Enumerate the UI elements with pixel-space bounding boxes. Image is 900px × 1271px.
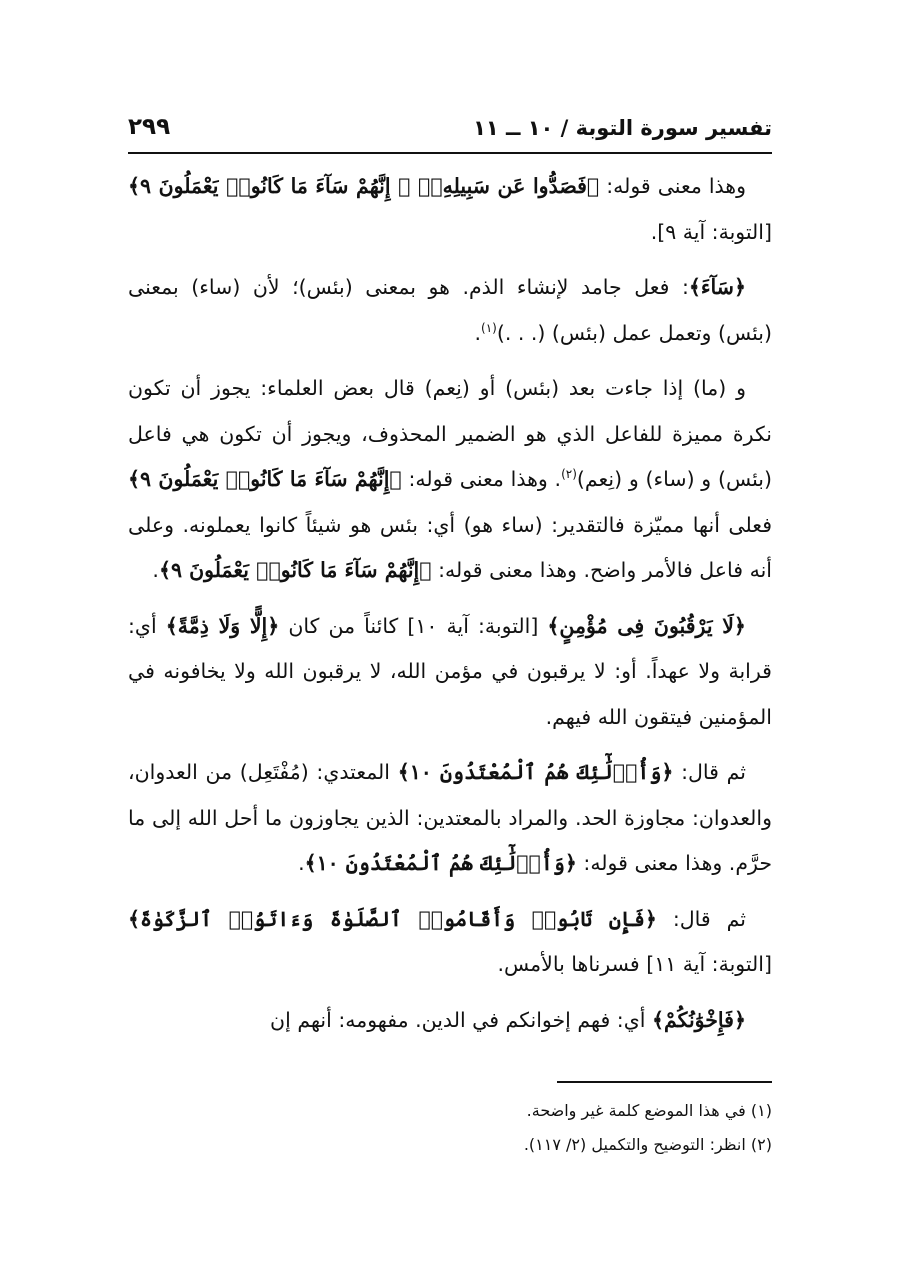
quran-verse: ﴿إِنَّهُمْ سَآءَ مَا كَانُوا۟ يَعْمَلُونَ ٩﴾ [128, 467, 402, 491]
quran-verse: ﴿فَإِن تَابُوا۟ وَأَقَامُوا۟ ٱلصَّلَوٰةَ وَءَاتَوُا۟ ٱلزَّكَوٰةَ﴾ [128, 906, 657, 931]
page-header [128, 112, 772, 154]
footnote-number: (٢) [750, 1135, 772, 1154]
quran-verse: ﴿إِنَّهُمْ سَآءَ مَا كَانُوا۟ يَعْمَلُونَ ٩﴾ [158, 558, 432, 582]
quran-verse: ﴿لَا يَرْقُبُونَ فِى مُؤْمِنٍ﴾ [547, 613, 746, 638]
footnote-ref[interactable]: (١) [481, 320, 497, 335]
quran-verse: ﴿وَأُو۟لَٰٓئِكَ هُمُ ٱلْمُعْتَدُونَ ١٠﴾ [304, 851, 577, 875]
footnote-separator [557, 1081, 772, 1083]
quran-verse: ﴿فَإِخْوَٰنُكُمْ﴾ [651, 1007, 746, 1032]
footnote-text: في هذا الموضع كلمة غير واضحة. [526, 1101, 746, 1120]
paragraph-5: ثم قال: ﴿وَأُو۟لَٰٓئِكَ هُمُ ٱلْمُعْتَدُونَ ١٠﴾ المعتدي: (مُفْتَعِل) من العدوان، والعدوان: مجاوزة الحد. والمراد بالمعتدين: الذين يجاوزون ما أحل الله إلى ما حرَّم. وهذا معنى قوله: ﴿وَأُو۟لَٰٓئِكَ هُمُ ٱلْمُعْتَدُونَ ١٠﴾. [128, 760, 772, 875]
quran-verse: ﴿وَأُو۟لَٰٓئِكَ هُمُ ٱلْمُعْتَدُونَ ١٠﴾ [397, 760, 674, 784]
footnote-ref[interactable]: (٢) [561, 467, 577, 482]
page-body [128, 164, 772, 1053]
quran-verse: ﴿فَصَدُّوا عَن سَبِيلِهِۦٓ ۚ إِنَّهُمْ سَآءَ مَا كَانُوا۟ يَعْمَلُونَ ٩﴾ [128, 174, 600, 198]
paragraph-7: ﴿فَإِخْوَٰنُكُمْ﴾ أي: فهم إخوانكم في الدين. مفهومه: أنهم إن [270, 1007, 746, 1032]
footnotes [128, 1094, 772, 1162]
quran-verse: ﴿إِلًّا وَلَا ذِمَّةً﴾ [165, 613, 280, 638]
quran-verse: ﴿سَآءَ﴾ [688, 275, 746, 299]
footnote-number: (١) [750, 1101, 772, 1120]
footnote-item [128, 1128, 772, 1162]
paragraph-2: ﴿سَآءَ﴾: فعل جامد لإنشاء الذم. هو بمعنى (بئس)؛ لأن (ساء) بمعنى (بئس) وتعمل عمل (بئس) (. . .)$^{(١)}$. [128, 275, 772, 345]
footnote-item [128, 1094, 772, 1128]
paragraph-1: وهذا معنى قوله: ﴿فَصَدُّوا عَن سَبِيلِهِۦٓ ۚ إِنَّهُمْ سَآءَ مَا كَانُوا۟ يَعْمَلُونَ ٩﴾ [التوبة: آية ٩]. [128, 174, 772, 244]
footnote-text: انظر: التوضيح والتكميل (٢/ ١١٧). [523, 1135, 746, 1154]
paragraph-3: و (ما) إذا جاءت بعد (بئس) أو (نِعم) قال بعض العلماء: يجوز أن تكون نكرة مميزة للفاعل الذي هو الضمير المحذوف، ويجوز أن تكون هي فاعل (بئس) و (ساء) و (نِعم)$^{(٢)}$. وهذا معنى قوله: ﴿إِنَّهُمْ سَآءَ مَا كَانُوا۟ يَعْمَلُونَ ٩﴾ فعلى أنها مميّزة فالتقدير: (ساء هو) أي: بئس هو شيئاً كانوا يعملونه. وعلى أنه فاعل فالأمر واضح. وهذا معنى قوله: ﴿إِنَّهُمْ سَآءَ مَا كَانُوا۟ يَعْمَلُونَ ٩﴾. [128, 376, 772, 582]
paragraph-4: ﴿لَا يَرْقُبُونَ فِى مُؤْمِنٍ﴾ [التوبة: آية ١٠] كائناً من كان ﴿إِلًّا وَلَا ذِمَّةً﴾ أي: قرابة ولا عهداً. أو: لا يرقبون في مؤمن الله، لا يرقبون الله ولا يخافونه في المؤمنين فيتقون الله فيهم. [128, 613, 772, 729]
page-number: ٢٩٩ [128, 114, 171, 140]
header-title: تفسير سورة التوبة / ١٠ ــ ١١ [473, 116, 772, 140]
paragraph-6: ثم قال: ﴿فَإِن تَابُوا۟ وَأَقَامُوا۟ ٱلصَّلَوٰةَ وَءَاتَوُا۟ ٱلزَّكَوٰةَ﴾ [التوبة: آية ١١] فسرناها بالأمس. [128, 906, 772, 976]
